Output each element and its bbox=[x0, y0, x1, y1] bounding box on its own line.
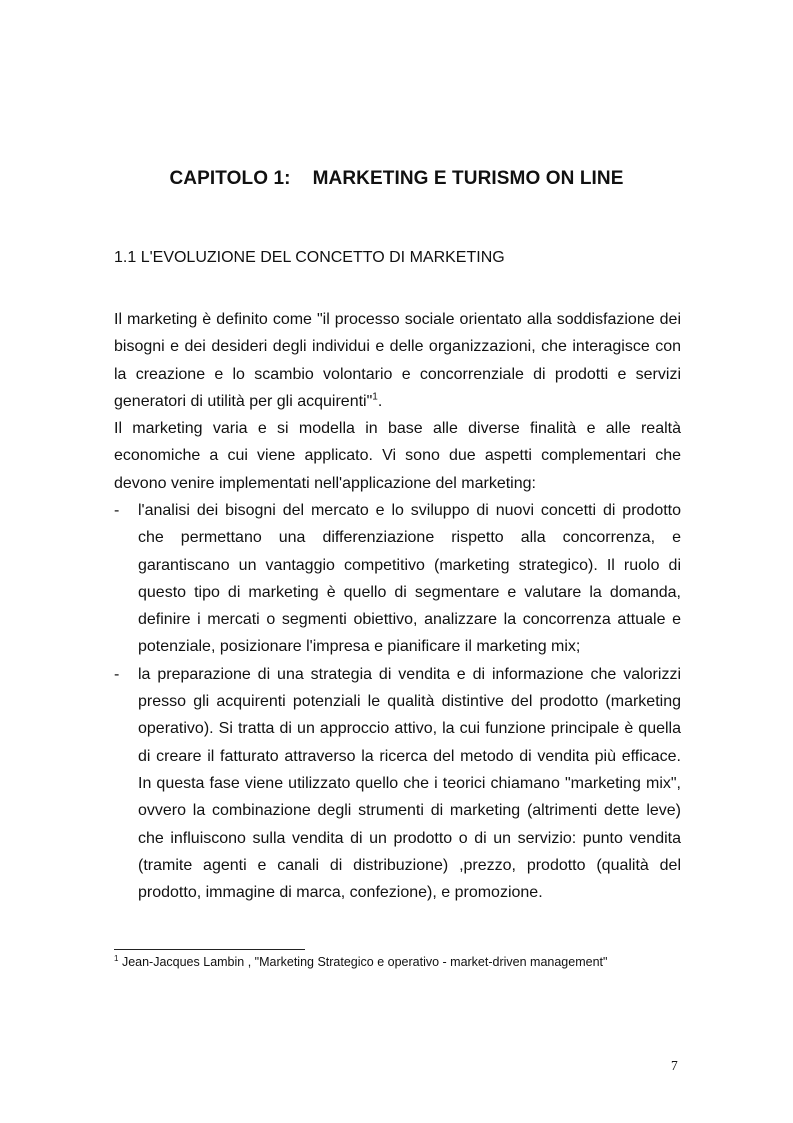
footnote-separator bbox=[114, 949, 305, 950]
paragraph-end: . bbox=[377, 392, 383, 410]
section-title: 1.1 L'EVOLUZIONE DEL CONCETTO DI MARKETING bbox=[114, 249, 505, 266]
list-item-text: l'analisi dei bisogni del mercato e lo sviluppo di nuovi concetti di prodotto che permettano una differenziazione rispetto alla concorrenza, e garantiscano un vantaggio competitivo (marketing strategico). Il ruolo di questo tipo di marketing è quello di segmentare e valutare la domanda, definire i mercati o segmenti obiettivo, analizzare la concorrenza attuale e potenziale, posizionare l'impresa e pianificare il marketing mix; bbox=[138, 502, 681, 656]
list-dash: - bbox=[114, 502, 120, 519]
bullet-list bbox=[114, 497, 681, 906]
list-dash: - bbox=[114, 665, 120, 683]
paragraph-text: Il marketing è definito come "il processo sociale orientato alla soddisfazione dei bisogni e dei desideri degli individui e delle organizzazioni, che interagisce con la creazione e lo scambio volontario e concorrenziale di prodotti e servizi generatori di utilità per gli acquirenti" bbox=[114, 311, 681, 410]
list-item-text: la preparazione di una strategia di vendita e di informazione che valorizzi presso gli acquirenti potenziali le qualità distintive del prodotto (marketing operativo). Si tratta di un approccio attivo, la cui funzione principale è quella di creare il fatturato attraverso la ricerca del metodo di vendita più efficace. In questa fase viene utilizzato quello che i teorici chiamano "marketing mix", ovvero la combinazione degli strumenti di marketing (altrimenti dette leve) che influiscono sulla vendita di un prodotto o di un servizio: punto vendita (tramite agenti e canali di distribuzione) ,prezzo, prodotto (qualità del prodotto, immagine di marca, confezione), e promozione. bbox=[138, 665, 681, 902]
chapter-label: CAPITOLO 1: bbox=[169, 168, 291, 189]
paragraph bbox=[114, 306, 681, 415]
footnote-text: Jean-Jacques Lambin , "Marketing Strategico e operativo - market-driven management" bbox=[121, 955, 608, 969]
footnote bbox=[114, 955, 607, 969]
page-number: 7 bbox=[671, 1058, 678, 1073]
chapter-name: MARKETING E TURISMO ON LINE bbox=[312, 168, 624, 189]
footnote-reference: 1 bbox=[372, 391, 378, 403]
list-item bbox=[114, 661, 681, 907]
paragraph: Il marketing varia e si modella in base alle diverse finalità e alle realtà economiche a cui viene applicato. Vi sono due aspetti complementari che devono venire implementati nell'applicazione del marketing: bbox=[114, 420, 681, 492]
footnote-number: 1 bbox=[114, 953, 119, 963]
list-item bbox=[114, 497, 681, 661]
chapter-title bbox=[0, 168, 793, 190]
